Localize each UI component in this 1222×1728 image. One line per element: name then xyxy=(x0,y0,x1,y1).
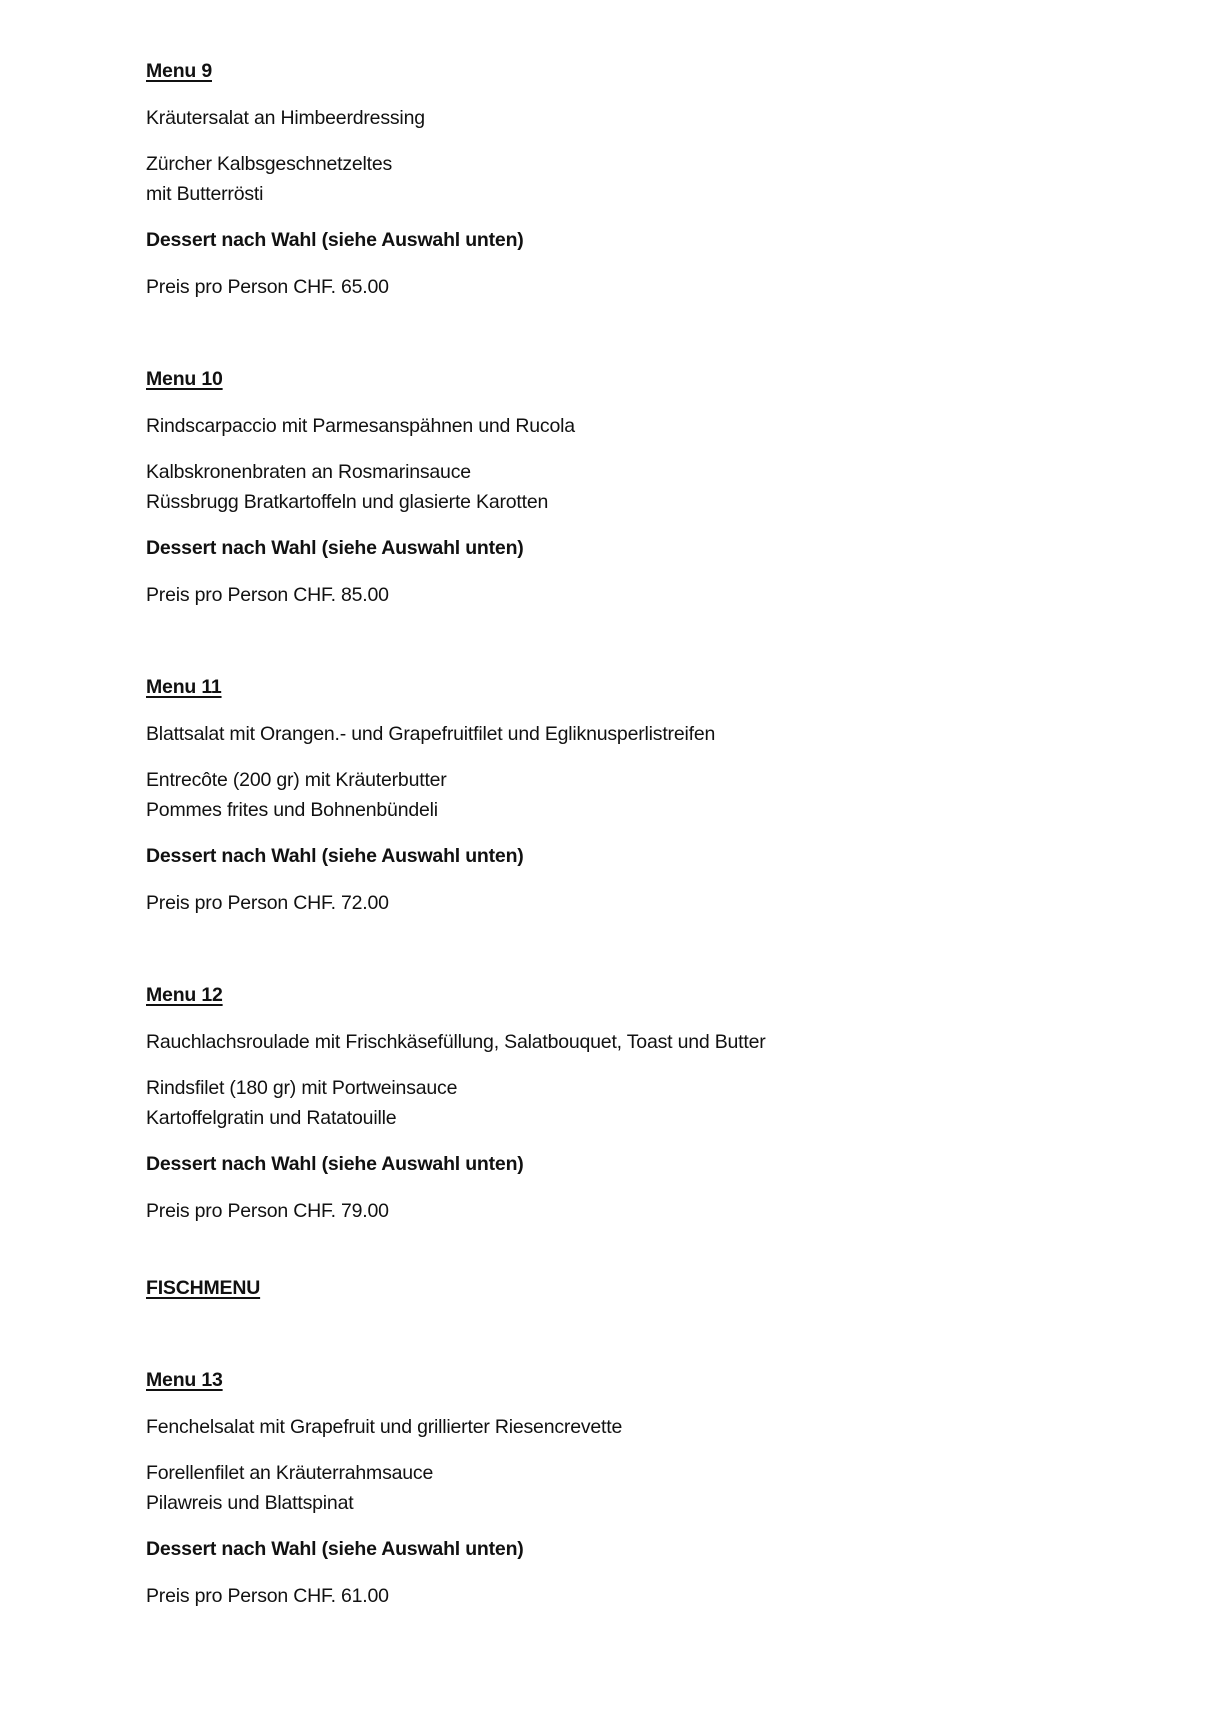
section-heading-fischmenu: FISCHMENU xyxy=(146,1277,261,1299)
menu-starter: Fenchelsalat mit Grapefruit und grillierter Riesencrevette xyxy=(146,1416,623,1438)
menu-main-side: Rüssbrugg Bratkartoffeln und glasierte Karotten xyxy=(146,491,549,513)
menu-main-side: Kartoffelgratin und Ratatouille xyxy=(146,1107,397,1129)
menu-price: Preis pro Person CHF. 79.00 xyxy=(146,1200,389,1222)
menu-title: Menu 13 xyxy=(146,1369,223,1391)
menu-starter: Rauchlachsroulade mit Frischkäsefüllung, Salatbouquet, Toast und Butter xyxy=(146,1031,766,1053)
menu-title: Menu 10 xyxy=(146,368,223,390)
menu-price: Preis pro Person CHF. 61.00 xyxy=(146,1585,389,1607)
menu-main-side: Pommes frites und Bohnenbündeli xyxy=(146,799,438,821)
menu-starter: Blattsalat mit Orangen.- und Grapefruitfilet und Egliknusperlistreifen xyxy=(146,723,716,745)
menu-starter: Rindscarpaccio mit Parmesanspähnen und Rucola xyxy=(146,415,575,437)
menu-main-course: Entrecôte (200 gr) mit Kräuterbutter xyxy=(146,769,447,791)
menu-dessert: Dessert nach Wahl (siehe Auswahl unten) xyxy=(146,845,524,867)
menu-dessert: Dessert nach Wahl (siehe Auswahl unten) xyxy=(146,1153,524,1175)
menu-dessert: Dessert nach Wahl (siehe Auswahl unten) xyxy=(146,1538,524,1560)
menu-price: Preis pro Person CHF. 72.00 xyxy=(146,892,389,914)
menu-title: Menu 12 xyxy=(146,984,223,1006)
menu-title: Menu 11 xyxy=(146,676,222,698)
menu-main-course: Zürcher Kalbsgeschnetzeltes xyxy=(146,153,393,175)
menu-price: Preis pro Person CHF. 85.00 xyxy=(146,584,389,606)
menu-dessert: Dessert nach Wahl (siehe Auswahl unten) xyxy=(146,537,524,559)
menu-price: Preis pro Person CHF. 65.00 xyxy=(146,276,389,298)
menu-title: Menu 9 xyxy=(146,60,212,82)
menu-main-side: Pilawreis und Blattspinat xyxy=(146,1492,354,1514)
menu-main-course: Forellenfilet an Kräuterrahmsauce xyxy=(146,1462,434,1484)
menu-starter: Kräutersalat an Himbeerdressing xyxy=(146,107,425,129)
menu-dessert: Dessert nach Wahl (siehe Auswahl unten) xyxy=(146,229,524,251)
menu-main-course: Kalbskronenbraten an Rosmarinsauce xyxy=(146,461,471,483)
menu-main-side: mit Butterrösti xyxy=(146,183,264,205)
menu-main-course: Rindsfilet (180 gr) mit Portweinsauce xyxy=(146,1077,458,1099)
